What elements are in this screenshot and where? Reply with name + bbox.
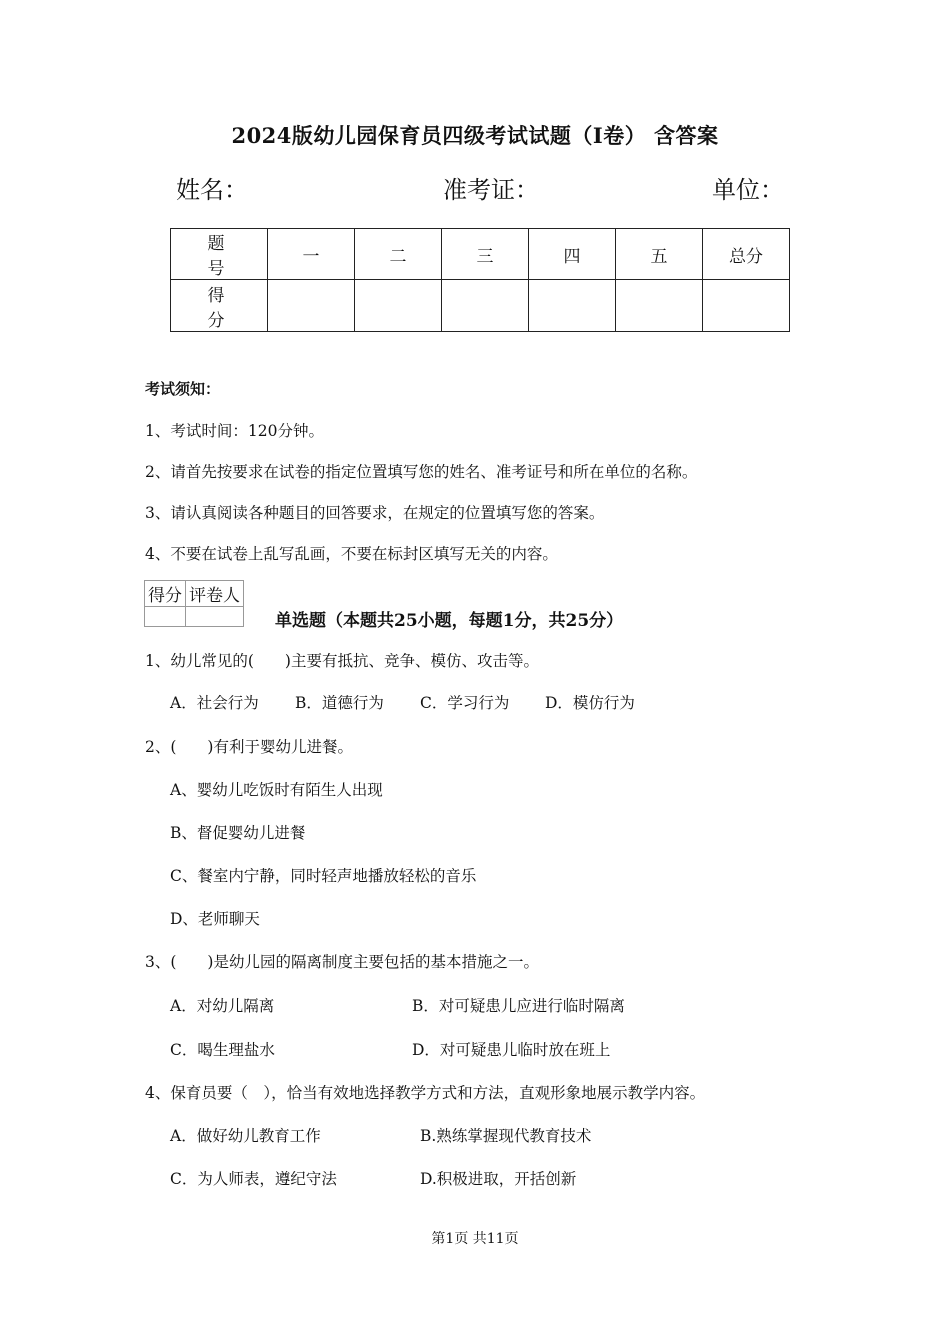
score-table-header-cell: 四: [529, 229, 616, 280]
question-option: C．为人师表，遵纪守法: [170, 1170, 337, 1188]
question-option: D．模仿行为: [545, 694, 635, 712]
grader-name-label: 评卷人: [186, 581, 244, 607]
score-cell[interactable]: [268, 280, 355, 332]
question-stem: 3、( )是幼儿园的隔离制度主要包括的基本措施之一。: [145, 953, 539, 971]
question-stem: 4、保育员要（ ），恰当有效地选择教学方式和方法，直观形象地展示教学内容。: [145, 1084, 706, 1102]
grader-name-cell[interactable]: [186, 607, 244, 627]
notice-item: 3、请认真阅读各种题目的回答要求，在规定的位置填写您的答案。: [145, 504, 605, 522]
question-stem: 2、( )有利于婴幼儿进餐。: [145, 738, 353, 756]
score-table-header-cell: 一: [268, 229, 355, 280]
score-table-header-cell: 总分: [703, 229, 790, 280]
score-table-header-cell: 五: [616, 229, 703, 280]
question-option: B．对可疑患儿应进行临时隔离: [412, 997, 625, 1015]
question-option: A、婴幼儿吃饭时有陌生人出现: [170, 781, 383, 799]
question-option: C．学习行为: [420, 694, 510, 712]
question-option: B、督促婴幼儿进餐: [170, 824, 306, 842]
score-table-header-cell: 题 号: [171, 229, 268, 280]
question-option: B．道德行为: [295, 694, 384, 712]
question-option: A．社会行为: [170, 694, 259, 712]
name-field-label: 姓名：: [176, 176, 248, 204]
notice-item: 4、不要在试卷上乱写乱画，不要在标封区填写无关的内容。: [145, 545, 558, 563]
question-stem: 1、幼儿常见的( )主要有抵抗、竞争、模仿、攻击等。: [145, 652, 539, 670]
question-option: C、餐室内宁静，同时轻声地播放轻松的音乐: [170, 867, 477, 885]
score-table-header-cell: 三: [442, 229, 529, 280]
notice-heading: 考试须知：: [145, 380, 221, 398]
question-option: A．对幼儿隔离: [170, 997, 275, 1015]
unit-field-label: 单位：: [712, 176, 784, 204]
score-table-header-cell: 二: [355, 229, 442, 280]
score-table: [170, 228, 790, 332]
score-table-header-row: [171, 229, 790, 280]
score-cell[interactable]: [703, 280, 790, 332]
score-cell[interactable]: [529, 280, 616, 332]
question-option: A．做好幼儿教育工作: [170, 1127, 321, 1145]
grader-box: [144, 580, 244, 627]
notice-item: 1、考试时间：120分钟。: [145, 422, 324, 440]
question-option: B.熟练掌握现代教育技术: [420, 1127, 592, 1145]
grader-score-label: 得分: [145, 581, 186, 607]
score-table-score-row: [171, 280, 790, 332]
question-option: D.积极进取，开括创新: [420, 1170, 577, 1188]
exam-id-field-label: 准考证：: [443, 176, 539, 204]
question-option: C．喝生理盐水: [170, 1041, 275, 1059]
question-option: D、老师聊天: [170, 910, 260, 928]
score-cell[interactable]: [355, 280, 442, 332]
question-option: D．对可疑患儿临时放在班上: [412, 1041, 611, 1059]
section-title: 单选题（本题共25小题，每题1分，共25分）: [275, 611, 624, 631]
page-title: 2024版幼儿园保育员四级考试试题（I卷） 含答案: [231, 123, 719, 148]
notice-item: 2、请首先按要求在试卷的指定位置填写您的姓名、准考证号和所在单位的名称。: [145, 463, 698, 481]
score-cell[interactable]: [616, 280, 703, 332]
score-cell[interactable]: [442, 280, 529, 332]
score-row-label: 得 分: [171, 280, 268, 332]
grader-score-cell[interactable]: [145, 607, 186, 627]
page-footer: 第1页 共11页: [431, 1231, 519, 1247]
